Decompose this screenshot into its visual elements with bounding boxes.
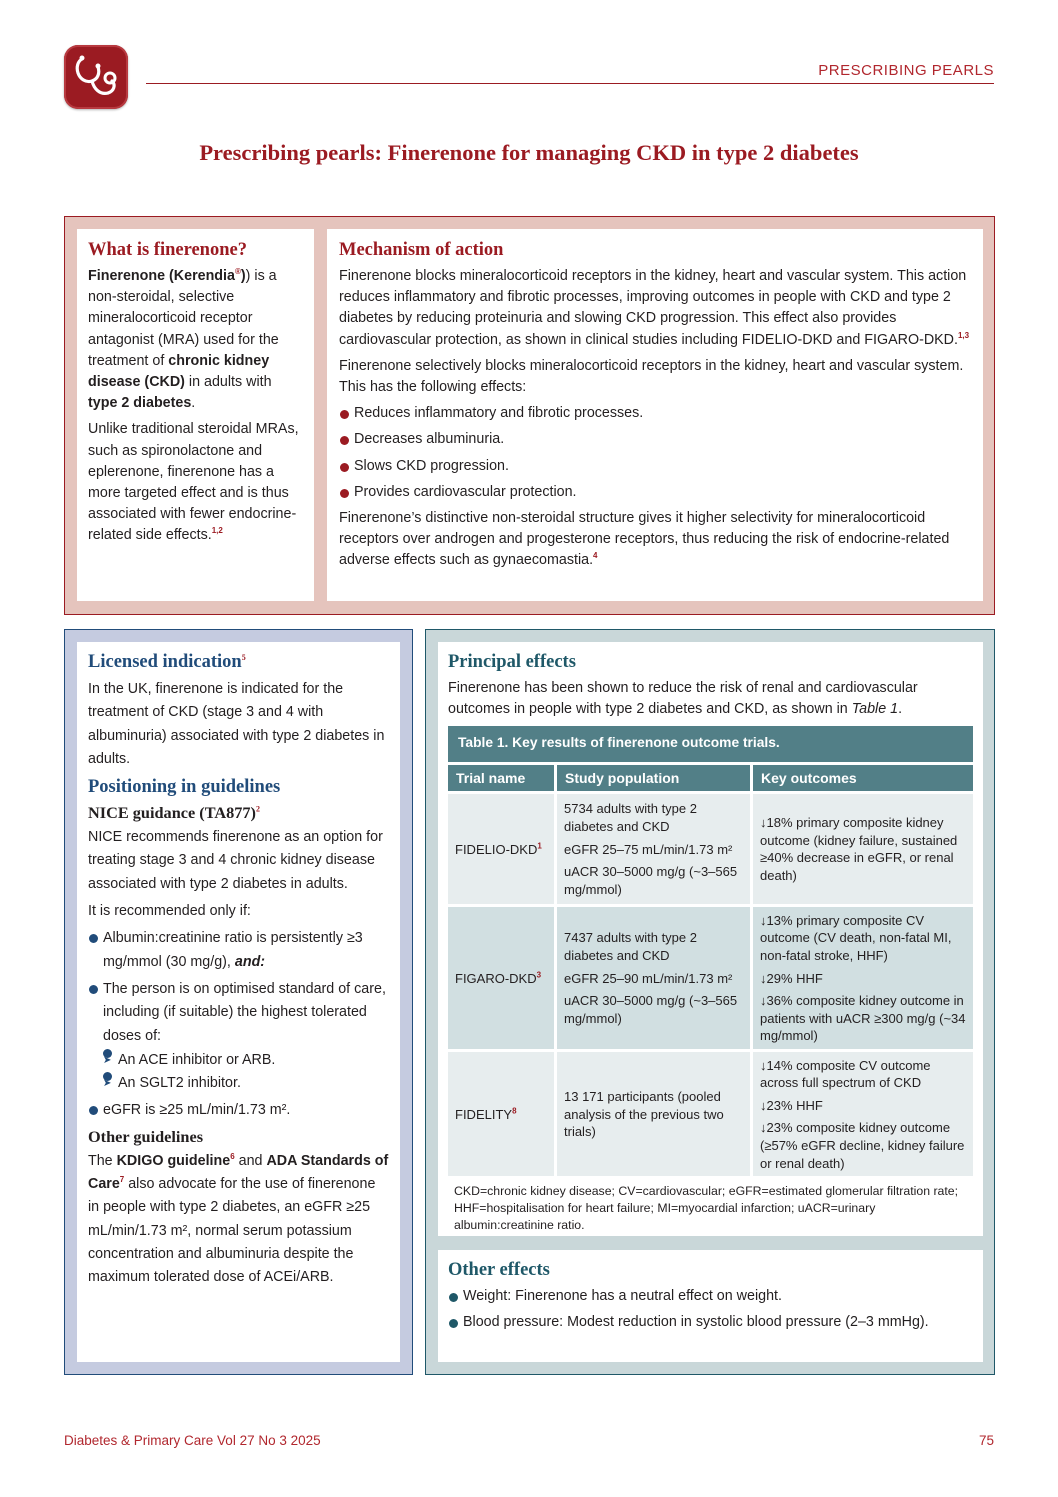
stethoscope-logo <box>64 45 128 109</box>
licensed-heading <box>88 652 390 673</box>
population-line: eGFR 25–75 mL/min/1.73 m² <box>564 841 733 857</box>
principal-intro <box>448 678 973 720</box>
only-if-text: It is recommended only if: <box>88 903 251 920</box>
other-effects-heading: Other effects <box>448 1260 550 1280</box>
trial-name-cell <box>448 1052 554 1176</box>
list-item <box>88 927 390 974</box>
outcome-line: ↓23% HHF <box>760 1097 823 1113</box>
page-title: Prescribing pearls: Finerenone for managing CKD in type 2 diabetes <box>199 140 859 165</box>
outcomes-cell <box>753 1052 973 1176</box>
population-line: uACR 30–5000 mg/g (~3–565 mg/mmol) <box>564 864 738 897</box>
principal-intro-text: Finerenone has been shown to reduce the risk of renal and cardiovascular outcomes in people with type 2 diabetes and CKD, as shown in <box>448 680 918 718</box>
section-label: PRESCRIBING PEARLS <box>818 62 994 79</box>
trial-name: FIGARO-DKD <box>455 970 537 986</box>
criteria-list <box>88 927 390 1122</box>
reference: 5 <box>241 652 246 662</box>
population-line: 5734 adults with type 2 diabetes and CKD <box>564 801 697 835</box>
reference: 1,3 <box>957 330 970 340</box>
list-item <box>88 978 390 1095</box>
reference: 7 <box>119 1175 125 1185</box>
reference: 2 <box>255 804 260 814</box>
what-text-c: in adults with <box>184 374 272 391</box>
population-line: uACR 30–5000 mg/g (~3–565 mg/mmol) <box>564 993 738 1026</box>
table-header-row <box>448 765 973 791</box>
list-item: Weight: Finerenone has a neutral effect on weight. <box>448 1286 973 1307</box>
mechanism-text-3: Finerenone’s distinctive non-steroidal structure gives it higher selectivity for mineralocorticoid receptors over androgen and progesterone receptors, thus reducing the risk of endocrine-related adverse effects such as gynaecomastia. <box>339 510 950 569</box>
sub-list-item: ➤ An ACE inhibitor or ARB. <box>103 1049 390 1072</box>
table-row <box>448 907 973 1049</box>
other-guidelines-text <box>88 1150 390 1290</box>
trial-name: FIDELIO-DKD <box>455 841 538 857</box>
table-row <box>448 1052 973 1176</box>
what-text-a: ) is a non-steroidal, selective mineralocorticoid receptor antagonist (MRA) used for the treatment of <box>88 268 279 369</box>
guidelines-panel <box>64 629 413 1375</box>
population-line: 13 171 participants (pooled analysis of the previous two trials) <box>564 1089 724 1140</box>
mechanism-box <box>327 229 983 601</box>
journal-citation: Diabetes & Primary Care Vol 27 No 3 2025 <box>64 1433 321 1448</box>
trial-name-cell <box>448 794 554 904</box>
list-item: eGFR is ≥25 mL/min/1.73 m². <box>88 1099 390 1122</box>
population-line: 7437 adults with type 2 diabetes and CKD <box>564 930 697 964</box>
table-row <box>448 794 973 904</box>
what-bold-t2d: type 2 diabetes <box>88 395 192 412</box>
licensed-heading-text: Licensed indication <box>88 652 242 672</box>
column-header: Trial name <box>448 765 554 791</box>
og-text-b: and <box>234 1152 267 1169</box>
what-heading: What is finerenone? <box>88 240 247 260</box>
outcome-line: ↓36% composite kidney outcome in patients with uACR ≥300 mg/g (~34 mg/mmol) <box>760 993 966 1044</box>
table-footnote: CKD=chronic kidney disease; CV=cardiovascular; eGFR=estimated glomerular filtration rate; HHF=hospitalisation for heart failure; MI=myocardial infarction; uACR=urinary albumin:creatinine ratio. <box>454 1184 959 1233</box>
reference: 1 <box>537 841 542 851</box>
ada-standards: ADA Standards of Care <box>88 1152 389 1193</box>
reference: 4 <box>593 551 598 561</box>
outcome-line: ↓13% primary composite CV outcome (CV death, non-fatal MI, non-fatal stroke, HHF) <box>760 912 952 964</box>
principal-intro-end: . <box>898 701 903 718</box>
principal-effects-box <box>438 642 983 1236</box>
registered-mark: ® <box>234 267 241 277</box>
population-cell <box>557 907 750 1049</box>
population-line: eGFR 25–90 mL/min/1.73 m² <box>564 970 733 986</box>
positioning-heading: Positioning in guidelines <box>88 777 281 798</box>
header-rule <box>146 83 994 84</box>
intro-panel <box>64 216 995 615</box>
table-reference: Table 1 <box>851 701 899 718</box>
og-text-a: The <box>88 1152 117 1169</box>
what-paragraph-1: Finerenone (Kerendia®)) is a non-steroidal, selective mineralocorticoid receptor antagonist (MRA) used for the treatment of chronic kidney disease (CKD) in adults with type 2 diabetes. <box>88 267 279 412</box>
mechanism-heading: Mechanism of action <box>339 240 504 260</box>
what-paragraph-2 <box>88 419 303 546</box>
other-guidelines-heading: Other guidelines <box>88 1126 204 1146</box>
reference: 8 <box>512 1106 517 1116</box>
what-is-finerenone-box <box>77 229 314 601</box>
page-number: 75 <box>978 1433 994 1448</box>
nice-heading <box>88 803 390 823</box>
column-header: Key outcomes <box>753 765 973 791</box>
column-header: Study population <box>557 765 750 791</box>
list-item: Slows CKD progression. <box>339 456 971 477</box>
trial-name-cell <box>448 907 554 1049</box>
outcome-line: ↓29% HHF <box>760 970 823 986</box>
list-item: Decreases albuminuria. <box>339 429 971 450</box>
results-table <box>445 762 976 1179</box>
mechanism-text-1: Finerenone blocks mineralocorticoid receptors in the kidney, heart and vascular system. This action reduces inflammatory and fibrotic processes, improving outcomes in people with CKD and type 2 diabetes by reducing proteinuria and slowing CKD progression. This effect also provides cardiovascular protection, as shown in clinical studies including FIDELIO-DKD and FIGARO-DKD. <box>339 268 967 348</box>
sub-list <box>103 1049 390 1096</box>
what-bold-ckd: chronic kidney disease (CKD) <box>88 352 270 391</box>
list-item: Provides cardiovascular protection. <box>339 482 971 503</box>
what-text-2: Unlike traditional steroidal MRAs, such as spironolactone and eplerenone, finerenone has a more targeted effect and is thus associated with fewer endocrine-related side effects. <box>88 421 299 544</box>
list-item: Blood pressure: Modest reduction in systolic blood pressure (2–3 mmHg). <box>448 1312 973 1333</box>
nice-heading-text: NICE guidance (TA877) <box>88 803 256 823</box>
population-cell <box>557 794 750 904</box>
nice-text: NICE recommends finerenone as an option for treating stage 3 and 4 chronic kidney disease associated with type 2 diabetes in adults. <box>88 829 383 892</box>
mechanism-paragraph-1 <box>339 266 971 351</box>
outcome-line: ↓18% primary composite kidney outcome (kidney failure, sustained ≥40% decrease in eGFR, or renal death) <box>760 815 958 883</box>
sub-list-item: ➤ An SGLT2 inhibitor. <box>103 1072 390 1095</box>
outcome-line: ↓14% composite CV outcome across full spectrum of CKD <box>760 1057 931 1091</box>
mechanism-paragraph-2: Finerenone selectively blocks mineralocorticoid receptors in the kidney, heart and vascular system. This has the following effects: <box>339 357 964 396</box>
licensed-text: In the UK, finerenone is indicated for the treatment of CKD (stage 3 and 4 with albuminuria) associated with type 2 diabetes in adults. <box>88 681 385 767</box>
principal-heading: Principal effects <box>448 652 576 672</box>
og-text-c: also advocate for the use of finerenone in people with type 2 diabetes, an eGFR ≥25 mL/min/1.73 m², normal serum potassium concentration and albuminuria despite the maximum tolerated dose of ACEi/ARB. <box>88 1176 376 1286</box>
table-caption: Table 1. Key results of finerenone outcome trials. <box>448 726 973 762</box>
kdigo-guideline: KDIGO guideline <box>116 1152 231 1169</box>
outcome-line: ↓23% composite kidney outcome (≥57% eGFR decline, kidney failure or renal death) <box>760 1120 965 1171</box>
other-effects-list <box>448 1286 973 1333</box>
reference: 3 <box>536 970 542 980</box>
reference: 6 <box>230 1151 235 1161</box>
mechanism-paragraph-3 <box>339 508 971 572</box>
what-text-d: . <box>191 395 196 412</box>
effects-panel <box>425 629 995 1375</box>
stethoscope-icon <box>64 45 128 109</box>
outcomes-cell <box>753 907 973 1049</box>
trial-name: FIDELITY <box>455 1106 513 1122</box>
criteria-text: Albumin:creatinine ratio is persistently ≥3 mg/mmol (30 mg/g), <box>103 930 363 970</box>
mechanism-effects-list <box>339 403 971 503</box>
reference: 1,2 <box>211 526 223 536</box>
outcomes-cell <box>753 794 973 904</box>
guidelines-box <box>77 642 400 1362</box>
population-cell <box>557 1052 750 1176</box>
criteria-text: The person is on optimised standard of care, including (if suitable) the highest tolerated doses of: <box>103 980 386 1044</box>
drug-name: Finerenone (Kerendia <box>88 268 235 284</box>
other-effects-box <box>438 1250 983 1362</box>
list-item: Reduces inflammatory and fibrotic processes. <box>339 403 971 424</box>
criteria-and: and: <box>234 953 266 970</box>
